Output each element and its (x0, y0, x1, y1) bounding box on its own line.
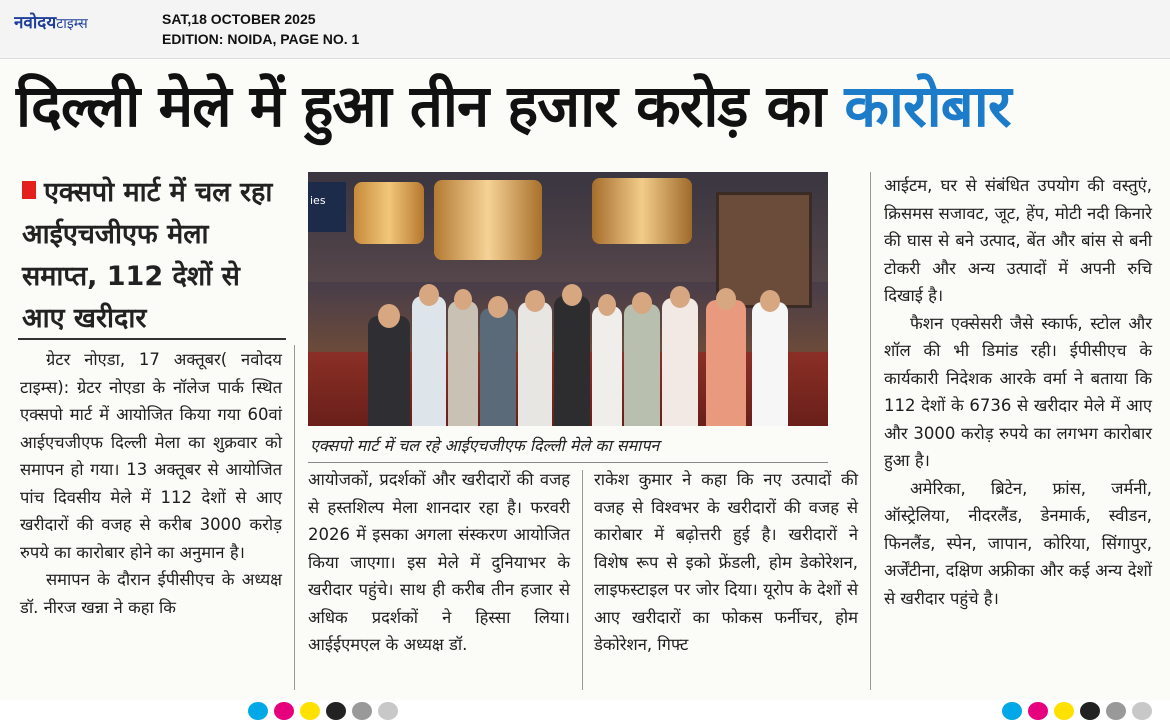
photo-caption: एक्सपो मार्ट में चल रहे आईएचजीएफ दिल्ली मेले का समापन (310, 436, 660, 455)
column-rule-2 (582, 470, 583, 690)
registration-mark-yellow (300, 702, 320, 720)
event-photo (308, 172, 828, 426)
registration-mark-yellow-right (1054, 702, 1074, 720)
photo-sign: ies (310, 194, 326, 207)
newspaper-logo (14, 10, 142, 34)
column-1-paragraph-1: ग्रेटर नोएडा, 17 अक्तूबर( नवोदय टाइम्स): ग्रेटर नोएडा के नॉलेज पार्क स्थित एक्सपो मार्ट में आयोजित किया गया 60वां आईएचजीएफ दिल्ली मेला का शुक्रवार को समापन हो गया। 13 अक्तूबर से आयोजित पांच दिवसीय मेले में 112 देशों से आए खरीदारों की वजह से करीब 3000 करोड़ रुपये का कारोबार होने का अनुमान है। (20, 350, 282, 562)
subheadline (22, 172, 284, 340)
article-column-4 (884, 172, 1152, 612)
registration-mark-gray (352, 702, 372, 720)
logo-primary: नवोदय (14, 13, 57, 33)
article-column-3 (594, 466, 858, 659)
registration-mark-black (326, 702, 346, 720)
registration-mark-gray-right (1106, 702, 1126, 720)
headline (16, 66, 1156, 146)
registration-mark-lightgray-right (1132, 702, 1152, 720)
subheadline-text: एक्सपो मार्ट में चल रहा आईएचजीएफ मेला समाप्त, 112 देशों से आए खरीदार (22, 177, 273, 334)
column-4-paragraph-2: फैशन एक्सेसरी जैसे स्कार्फ, स्टोल और शॉल की भी डिमांड रही। ईपीसीएच के कार्यकारी निदेशक आरके वर्मा ने बताया कि 112 देशों के 6736 से खरीदार मेले में आए और 3000 करोड़ रुपये का लगभग कारोबार हुआ है। (884, 313, 1152, 470)
column-4-paragraph-1: आईटम, घर से संबंधित उपयोग की वस्तुएं, क्रिसमस सजावट, जूट, हेंप, मोटी नदी किनारे की घास से बने उत्पाद, बेंत और बांस से बनी टोकरी और अन्य उत्पादों में अपनी रुचि दिखाई है। (884, 176, 1152, 305)
headline-main: दिल्ली मेले में हुआ तीन हजार करोड़ का (16, 72, 845, 140)
logo-secondary: टाइम्स (56, 16, 88, 32)
caption-divider (308, 462, 828, 463)
registration-mark-black-right (1080, 702, 1100, 720)
edition-bar (0, 0, 1170, 59)
registration-mark-magenta-right (1028, 702, 1048, 720)
registration-mark-cyan-right (1002, 702, 1022, 720)
edition-meta (162, 9, 359, 49)
article-column-1 (20, 346, 282, 621)
edition-date: SAT,18 OCTOBER 2025 (162, 11, 316, 27)
subhead-divider (18, 338, 286, 340)
headline-highlight: कारोबार (844, 72, 1011, 140)
column-2-paragraph: आयोजकों, प्रदर्शकों और खरीदारों की वजह से हस्तशिल्प मेला शानदार रहा है। फरवरी 2026 में इसका अगला संस्करण आयोजित किया जाएगा। इस मेले में दुनियाभर के खरीदार पहुंचे। साथ ही करीब तीन हजार से अधिक प्रदर्शकों ने हिस्सा लिया। आईईएमएल के अध्यक्ष डॉ. (308, 470, 570, 654)
registration-mark-magenta (274, 702, 294, 720)
column-1-paragraph-2: समापन के दौरान ईपीसीएच के अध्यक्ष डॉ. नीरज खन्ना ने कहा कि (20, 570, 282, 617)
column-3-paragraph: राकेश कुमार ने कहा कि नए उत्पादों की वजह से विश्वभर के खरीदारों की वजह से कारोबार में बढ़ोत्तरी हुई है। खरीदारों ने विशेष रूप से इको फ्रेंडली, होम डेकोरेशन, लाइफस्टाइल पर जोर दिया। यूरोप के देशों से आए खरीदारों का फोकस फर्नीचर, होम डेकोरेशन, गिफ्ट (594, 470, 858, 654)
registration-mark-lightgray (378, 702, 398, 720)
registration-mark-cyan (248, 702, 268, 720)
column-rule-3 (870, 172, 871, 690)
edition-page: EDITION: NOIDA, PAGE NO. 1 (162, 31, 360, 47)
column-4-paragraph-3: अमेरिका, ब्रिटेन, फ्रांस, जर्मनी, ऑस्ट्रेलिया, नीदरलैंड, डेनमार्क, स्वीडन, फिनलैंड, स्पेन, जापान, कोरिया, सिंगापुर, अर्जेंटीना, दक्षिण अफ्रीका और कई अन्य देशों से खरीदार पहुंचे है। (884, 478, 1152, 608)
article-column-2 (308, 466, 570, 659)
column-rule-1 (294, 345, 295, 690)
red-square-marker-icon (22, 181, 36, 199)
